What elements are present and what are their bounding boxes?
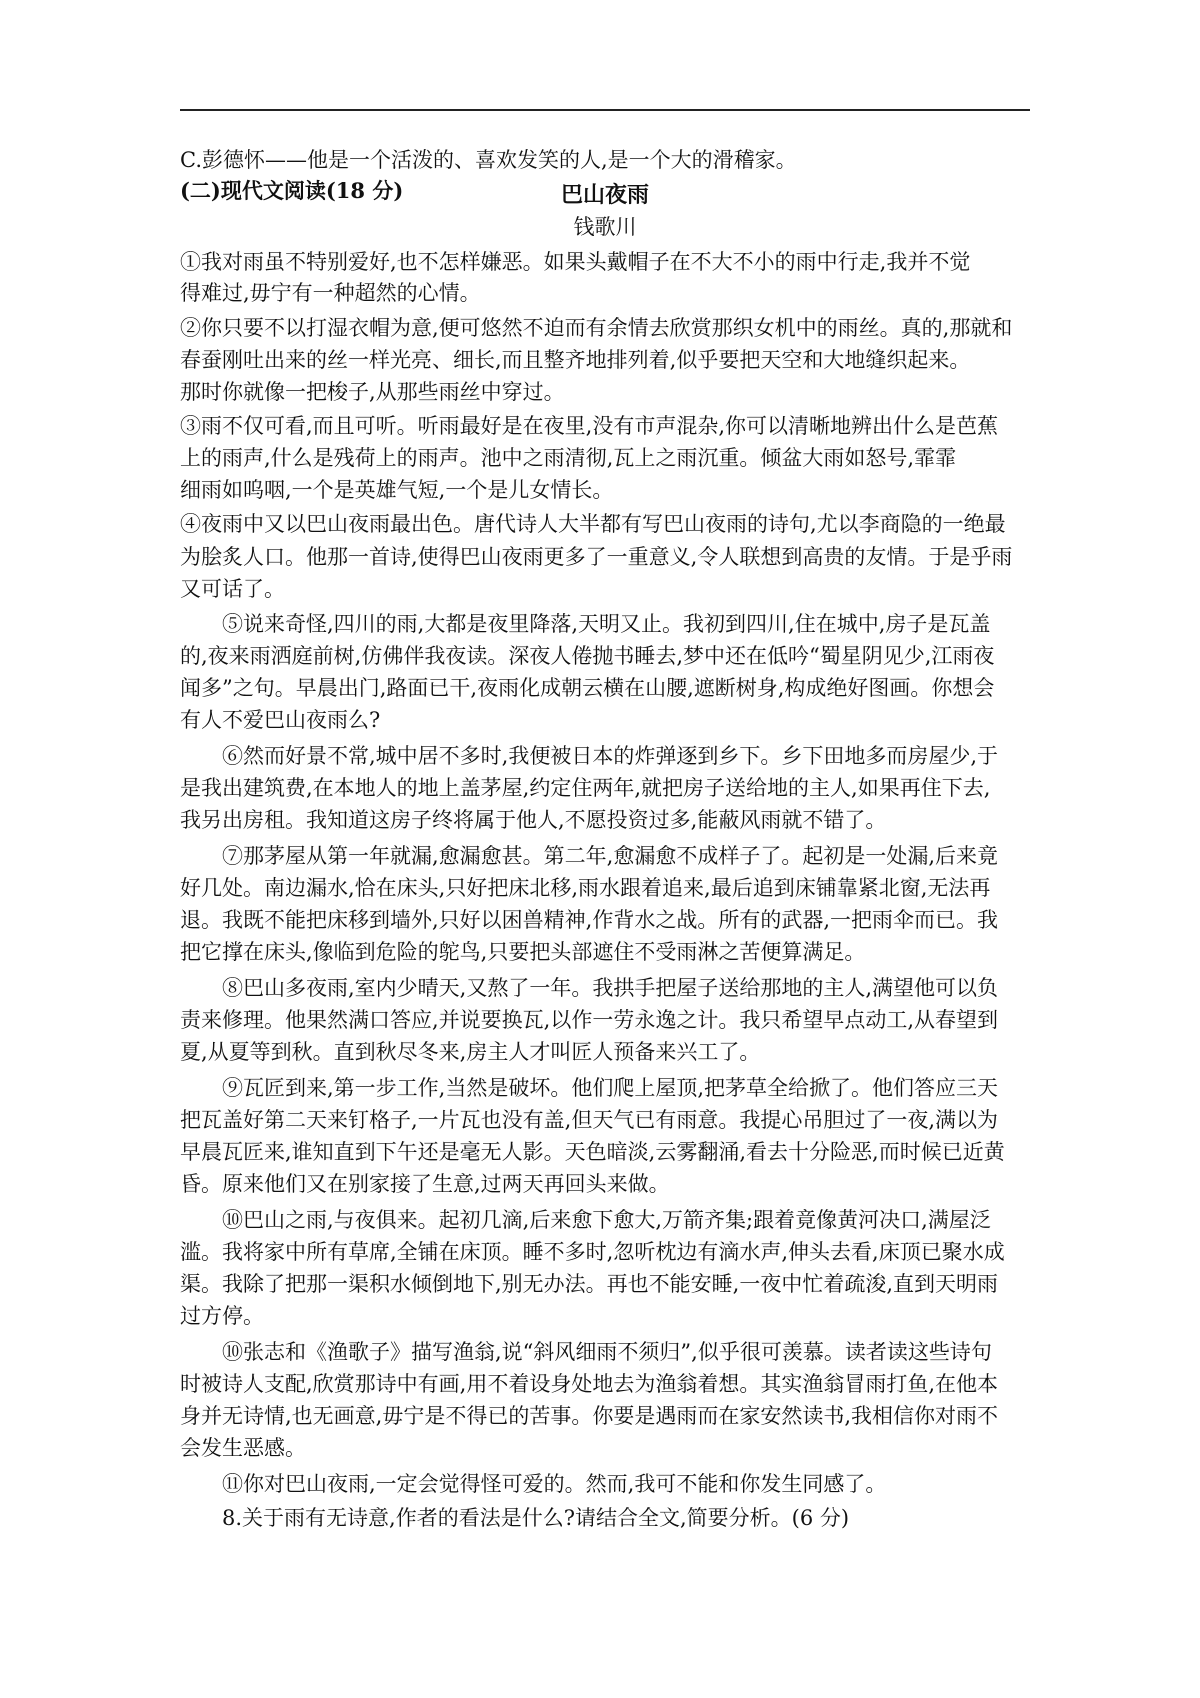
body-line: 有人不爱巴山夜雨么? xyxy=(180,708,381,732)
option-c-text: C.彭德怀——他是一个活泼的、喜欢发笑的人,是一个大的滑稽家。 xyxy=(180,148,797,172)
body-line: 退。我既不能把床移到墙外,只好以困兽精神,作背水之战。所有的武器,一把雨伞而已。我 xyxy=(180,908,999,932)
body-line: 我另出房租。我知道这房子终将属于他人,不愿投资过多,能蔽风雨就不错了。 xyxy=(180,808,887,832)
body-line: 得难过,毋宁有一种超然的心情。 xyxy=(180,281,481,305)
section-heading: (二)现代文阅读(18 分) xyxy=(180,178,404,203)
body-line: ⑨瓦匠到来,第一步工作,当然是破坏。他们爬上屋顶,把茅草全给掀了。他们答应三天 xyxy=(222,1076,999,1100)
body-line: 是我出建筑费,在本地人的地上盖茅屋,约定住两年,就把房子送给地的主人,如果再住下去, xyxy=(180,776,991,800)
body-line: 春蚕刚吐出来的丝一样光亮、细长,而且整齐地排列着,似乎要把天空和大地缝织起来。 xyxy=(180,348,971,372)
body-line: ⑩巴山之雨,与夜俱来。起初几滴,后来愈下愈大,万箭齐集;跟着竟像黄河决口,满屋泛 xyxy=(222,1208,991,1232)
body-line: ⑧巴山多夜雨,室内少晴天,又熬了一年。我拱手把屋子送给那地的主人,满望他可以负 xyxy=(222,976,999,1000)
body-line: 上的雨声,什么是残荷上的雨声。池中之雨清彻,瓦上之雨沉重。倾盆大雨如怒号,霏霏 xyxy=(180,446,957,470)
body-line: 把它撑在床头,像临到危险的鸵鸟,只要把头部遮住不受雨淋之苦便算满足。 xyxy=(180,940,866,964)
body-line: 那时你就像一把梭子,从那些雨丝中穿过。 xyxy=(180,380,565,404)
body-line: 细雨如呜咽,一个是英雄气短,一个是儿女情长。 xyxy=(180,478,614,502)
body-line: ⑪你对巴山夜雨,一定会觉得怪可爱的。然而,我可不能和你发生同感了。 xyxy=(222,1472,887,1496)
body-line: 早晨瓦匠来,谁知直到下午还是毫无人影。天色暗淡,云雾翻涌,看去十分险恶,而时候已近黄 xyxy=(180,1140,1005,1164)
body-line: ⑦那茅屋从第一年就漏,愈漏愈甚。第二年,愈漏愈不成样子了。起初是一处漏,后来竟 xyxy=(222,844,999,868)
body-line: ①我对雨虽不特别爱好,也不怎样嫌恶。如果头戴帽子在不大不小的雨中行走,我并不觉 xyxy=(180,250,971,274)
body-line: ④夜雨中又以巴山夜雨最出色。唐代诗人大半都有写巴山夜雨的诗句,尤以李商隐的一绝最 xyxy=(180,512,1006,536)
body-line: 把瓦盖好第二天来钉格子,一片瓦也没有盖,但天气已有雨意。我提心吊胆过了一夜,满以为 xyxy=(180,1108,999,1132)
body-line: 时被诗人支配,欣赏那诗中有画,用不着设身处地去为渔翁着想。其实渔翁冒雨打鱼,在他本 xyxy=(180,1372,999,1396)
article-title: 巴山夜雨 xyxy=(560,182,649,208)
body-line: ⑥然而好景不常,城中居不多时,我便被日本的炸弹逐到乡下。乡下田地多而房屋少,于 xyxy=(222,744,999,768)
top-rule xyxy=(180,109,1030,111)
body-line: 为脍炙人口。他那一首诗,使得巴山夜雨更多了一重意义,令人联想到高贵的友情。于是乎雨 xyxy=(180,545,1013,569)
body-line: ⑩张志和《渔歌子》描写渔翁,说“斜风细雨不须归”,似乎很可羡慕。读者读这些诗句 xyxy=(222,1340,992,1364)
body-line: 闻多”之句。早晨出门,路面已干,夜雨化成朝云横在山腰,遮断树身,构成绝好图画。你想会 xyxy=(180,676,995,700)
body-line: ⑤说来奇怪,四川的雨,大都是夜里降落,天明又止。我初到四川,住在城中,房子是瓦盖 xyxy=(222,612,991,636)
article-author: 钱歌川 xyxy=(573,215,637,239)
body-line: 好几处。南边漏水,恰在床头,只好把床北移,雨水跟着追来,最后追到床铺靠紧北窗,无法再 xyxy=(180,876,991,900)
body-line: 夏,从夏等到秋。直到秋尽冬来,房主人才叫匠人预备来兴工了。 xyxy=(180,1040,761,1064)
body-line: 昏。原来他们又在别家接了生意,过两天再回头来做。 xyxy=(180,1172,670,1196)
body-line: ②你只要不以打湿衣帽为意,便可悠然不迫而有余情去欣赏那织女机中的雨丝。真的,那就和 xyxy=(180,316,1013,340)
body-line: 渠。我除了把那一渠积水倾倒地下,别无办法。再也不能安睡,一夜中忙着疏浚,直到天明雨 xyxy=(180,1272,999,1296)
body-line: 会发生恶感。 xyxy=(180,1436,306,1460)
body-line: 又可话了。 xyxy=(180,577,285,601)
question-8: 8.关于雨有无诗意,作者的看法是什么?请结合全文,简要分析。(6 分) xyxy=(222,1506,850,1530)
body-line: 的,夜来雨洒庭前树,仿佛伴我夜读。深夜人倦抛书睡去,梦中还在低吟“蜀星阴见少,江雨夜 xyxy=(180,644,995,668)
body-line: ③雨不仅可看,而且可听。听雨最好是在夜里,没有市声混杂,你可以清晰地辨出什么是芭蕉 xyxy=(180,414,999,438)
body-line: 责来修理。他果然满口答应,并说要换瓦,以作一劳永逸之计。我只希望早点动工,从春望到 xyxy=(180,1008,999,1032)
body-line: 过方停。 xyxy=(180,1304,264,1328)
body-line: 身并无诗情,也无画意,毋宁是不得已的苦事。你要是遇雨而在家安然读书,我相信你对雨不 xyxy=(180,1404,999,1428)
body-line: 滥。我将家中所有草席,全铺在床顶。睡不多时,忽听枕边有滴水声,伸头去看,床顶已聚水成 xyxy=(180,1240,1005,1264)
